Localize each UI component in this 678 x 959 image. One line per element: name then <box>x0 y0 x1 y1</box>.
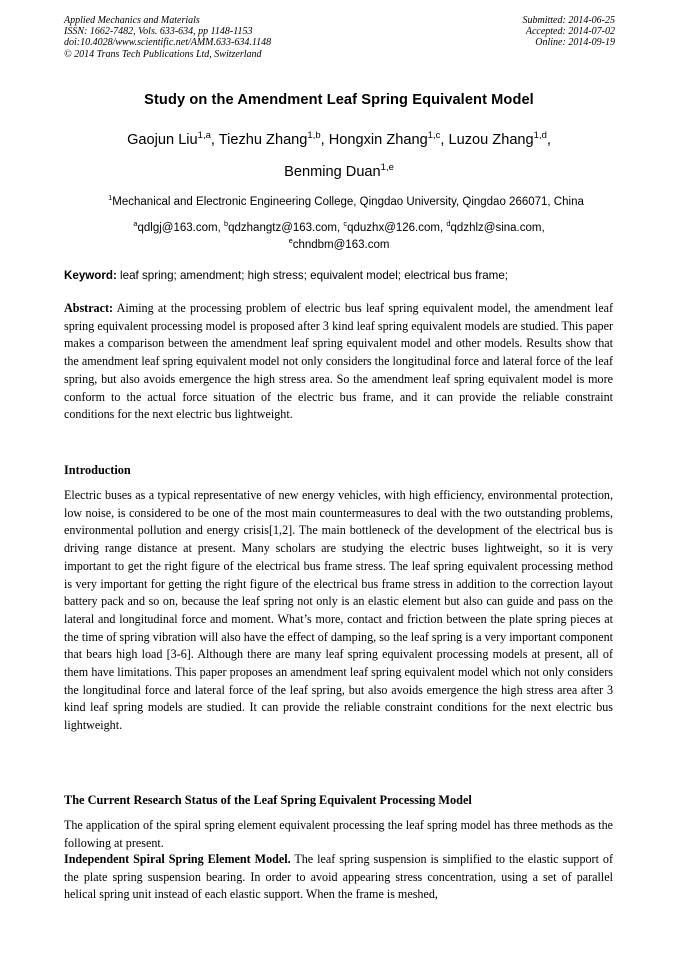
independent-model-paragraph <box>64 851 613 904</box>
author-list <box>48 124 630 188</box>
issn: ISSN: 1662-7482, Vols. 633-634, pp 1148-1153 <box>64 26 253 38</box>
keyword-label: Keyword: <box>64 269 117 282</box>
subsection-label: Independent Spiral Spring Element Model. <box>64 852 291 866</box>
paper-title: Study on the Amendment Leaf Spring Equivalent Model <box>144 92 534 108</box>
author: Gaojun Liu$^{1,a}$, <box>127 130 219 148</box>
abstract-text: Aiming at the processing problem of electric bus leaf spring equivalent model, the amendment leaf spring equivalent processing model is proposed after 3 kind leaf spring equivalent models are studied. This paper makes a comparison between the amendment leaf spring equivalent model and other models. Results show that the amendment leaf spring equivalent model not only considers the longitudinal force and lateral force of the leaf spring, but also avoids emergence the high stress area. So the amendment leaf spring equivalent model is more conform to the actual force situation of the electric bus frame, and it can provide the reliable constraint conditions for the next electric bus lightweight. <box>64 301 613 422</box>
abstract <box>64 300 613 424</box>
introduction-text: Electric buses as a typical representative of new energy vehicles, with high efficiency, environmental protection, low noise, is considered to be one of the most main countermeasures to deal with the two outstanding problems, environmental pollution and energy crisis[1,2]. The main bottleneck of the development of the electrical bus is driving range distance at present. Many scholars are studying the electric buses lightweight, so it is very important to get the right figure of the electrical bus frame stress. The leaf spring equivalent processing method is very important for getting the right figure of the electrical bus frame stress in addition to the correction layout battery pack and so on, because the leaf spring not only is an elastic element but also can guide and pass on the lateral and longitudinal force and moment. What’s more, contact and friction between the plate spring pieces at the time of spring vibration will also have the effect of damping, so the leaf spring is a very important component that bears high load [3-6]. Although there are many leaf spring equivalent processing models at present, all of them have limitations. This paper proposes an amendment leaf spring equivalent model which not only considers the longitudinal force and lateral force of the leaf spring, but also avoids emergence the high stress area after 3 kind leaf spring models are studied. It can provide the reliable constraint conditions for the next electric bus lightweight. <box>64 488 613 733</box>
author: Luzou Zhang$^{1,d}$, <box>448 130 551 148</box>
author: Benming Duan$^{1,e}$ <box>284 162 394 180</box>
online-date: Online: 2014-09-19 <box>535 37 615 49</box>
email[interactable]: $^a$qdlgj@163.com, <box>133 219 224 234</box>
status-text: The application of the spiral spring element equivalent processing the leaf spring model has three methods as the following at present. <box>64 818 613 850</box>
journal-info <box>64 15 271 60</box>
section-heading-introduction: Introduction <box>64 463 131 477</box>
section-heading-status: The Current Research Status of the Leaf Spring Equivalent Processing Model <box>64 793 472 807</box>
dates-info <box>523 15 616 49</box>
abstract-label: Abstract: <box>64 301 114 315</box>
email[interactable]: $^e$chndbm@163.com <box>288 236 390 251</box>
author: Hongxin Zhang$^{1,c}$, <box>328 130 449 148</box>
email[interactable]: $^b$qdzhangtz@163.com, <box>223 219 344 234</box>
subsection-text: The leaf spring suspension is simplified to the elastic support of the plate spring suspension bearing. In order to avoid appearing stress concentration, using a set of parallel helical spring unit instead of each elastic support. When the frame is meshed, <box>64 852 613 902</box>
submitted-date: Submitted: 2014-06-25 <box>522 15 615 26</box>
journal-name: Applied Mechanics and Materials <box>64 15 200 26</box>
doi: doi:10.4028/www.scientific.net/AMM.633-634.1148 <box>64 37 272 49</box>
affiliation: $^1$Mechanical and Electronic Engineering College, Qingdao University, Qingdao 266071, China <box>108 193 584 208</box>
email[interactable]: $^c$qduzhx@126.com, <box>343 219 447 234</box>
keywords <box>64 269 624 282</box>
email[interactable]: $^d$qdzhlz@sina.com, <box>446 219 545 234</box>
author: Tiezhu Zhang$^{1,b}$, <box>218 130 329 148</box>
email-list <box>60 220 618 254</box>
keyword-text: leaf spring; amendment; high stress; equivalent model; electrical bus frame; <box>116 269 508 282</box>
copyright: © 2014 Trans Tech Publications Ltd, Switzerland <box>64 48 262 60</box>
accepted-date: Accepted: 2014-07-02 <box>525 26 615 38</box>
